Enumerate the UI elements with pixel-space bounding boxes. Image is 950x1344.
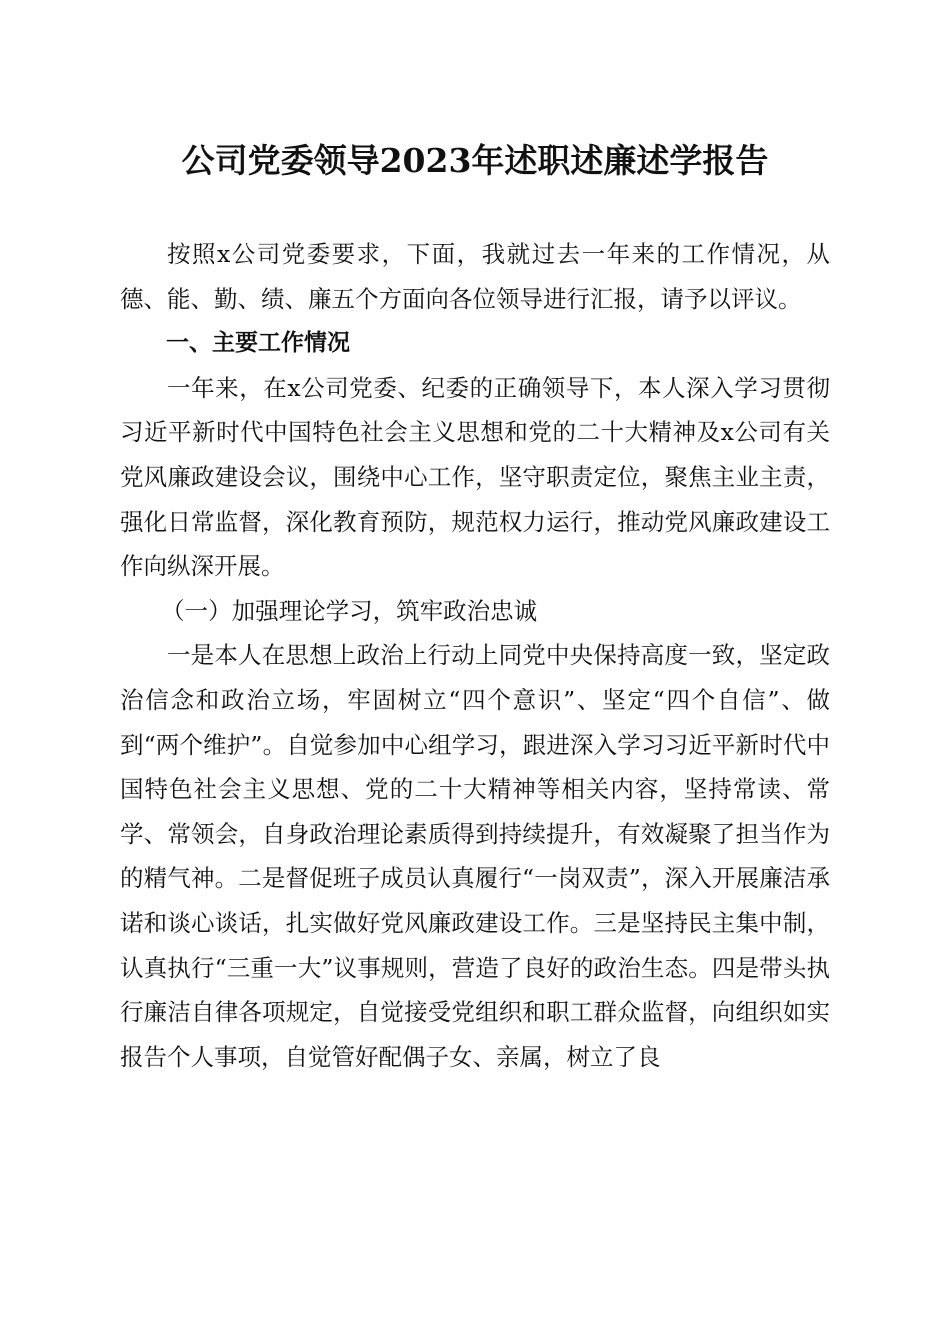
document-title: 公司党委领导2023年述职述廉述学报告 bbox=[181, 141, 769, 180]
overview-paragraph: 一年来，在x公司党委、纪委的正确领导下，本人深入学习贯彻习近平新时代中国特色社会主义思想和党的二十大精神及x公司有关党风廉政建设会议，围绕中心工作，坚守职责定位，聚焦主业主责，强化日常监督，深化教育预防，规范权力运行，推动党风廉政建设工作向纵深开展。 bbox=[120, 373, 830, 581]
theory-study-paragraph: 一是本人在思想上政治上行动上同党中央保持高度一致，坚定政治信念和政治立场，牢固树立“四个意识”、坚定“四个自信”、做到“两个维护”。自觉参加中心组学习，跟进深入学习习近平新时代中国特色社会主义思想、党的二十大精神等相关内容，坚持常读、常学、常领会，自身政治理论素质得到持续提升，有效凝聚了担当作为的精气神。二是督促班子成员认真履行“一岗双责”，深入开展廉洁承诺和谈心谈话，扎实做好党风廉政建设工作。三是坚持民主集中制，认真执行“三重一大”议事规则，营造了良好的政治生态。四是带头执行廉洁自律各项规定，自觉接受党组织和职工群众监督，向组织如实报告个人事项，自觉管好配偶子女、亲属，树立了良 bbox=[120, 641, 830, 1071]
subsection-heading-theory-study: （一）加强理论学习，筑牢政治忠诚 bbox=[161, 596, 538, 625]
document-body bbox=[120, 232, 830, 1079]
section-heading-main-work: 一、主要工作情况 bbox=[166, 330, 350, 357]
intro-paragraph: 按照x公司党委要求，下面，我就过去一年来的工作情况，从德、能、勤、绩、廉五个方面向各位领导进行汇报，请予以评议。 bbox=[120, 240, 830, 313]
